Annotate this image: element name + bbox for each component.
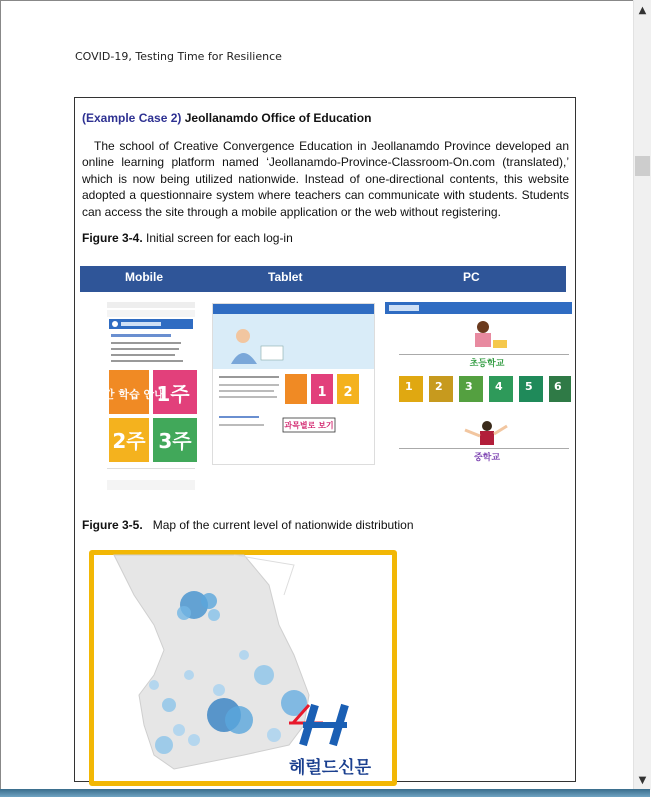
svg-text:1: 1 bbox=[317, 385, 327, 400]
watermark-text: 헤럴드신문 bbox=[288, 758, 372, 778]
case-label: (Example Case 2) bbox=[82, 111, 182, 125]
case-paragraph: The school of Creative Convergence Education in Jeollanamdo Province developed an online learning platform named ‘Jeollanamdo-Province-Classroom-On.com (translated),’ which is now being utilized nationwide. Instead of one-directional contents, this website adopted a questionnaire system where teachers can communicate with students. Students can access the site through a mobile application or the web without registering. bbox=[82, 139, 569, 219]
figure-3-5-number: Figure 3-5. bbox=[82, 518, 143, 532]
case-title-text: Jeollanamdo Office of Education bbox=[184, 111, 372, 125]
vertical-scrollbar[interactable] bbox=[633, 0, 651, 790]
pc-grade-2: 2 bbox=[435, 380, 443, 393]
figure-3-4-text: Initial screen for each log-in bbox=[146, 231, 293, 245]
bottom-taskbar-strip bbox=[0, 789, 650, 797]
mobile-block-label: 주간 학습 안내 bbox=[93, 388, 165, 401]
figure-3-4-number: Figure 3-4. bbox=[82, 231, 143, 245]
pc-middle-label: 중학교 bbox=[473, 453, 501, 463]
figure-3-5-text: Map of the current level of nationwide distribution bbox=[152, 518, 414, 532]
header-mobile: Mobile bbox=[125, 270, 163, 284]
pc-grade-3: 3 bbox=[465, 380, 473, 393]
pc-elementary-label: 초등학교 bbox=[469, 359, 505, 369]
figure-header-bar bbox=[80, 266, 566, 292]
pc-grade-4: 4 bbox=[495, 380, 503, 393]
example-case-box bbox=[74, 97, 576, 782]
figure-3-4-caption bbox=[82, 231, 293, 245]
mobile-week1: 1주 bbox=[156, 382, 190, 406]
watermark-logo bbox=[285, 701, 375, 781]
scroll-thumb[interactable] bbox=[635, 156, 650, 176]
watermark-mark-icon bbox=[285, 701, 375, 781]
pc-grade-1: 1 bbox=[405, 380, 413, 393]
mobile-week2: 2주 bbox=[112, 429, 146, 453]
mobile-week3: 3주 bbox=[158, 429, 192, 453]
mobile-screenshot bbox=[93, 298, 197, 493]
tablet-screenshot bbox=[212, 303, 375, 465]
pc-screenshot bbox=[385, 302, 572, 472]
svg-text:2: 2 bbox=[343, 385, 353, 400]
pc-grade-6: 6 bbox=[554, 380, 562, 393]
figure-3-5-caption bbox=[82, 518, 414, 532]
scroll-down-arrow-icon[interactable]: ▼ bbox=[638, 775, 647, 786]
running-header: COVID-19, Testing Time for Resilience bbox=[75, 50, 282, 63]
header-pc: PC bbox=[463, 270, 480, 284]
tablet-subject-button: 과목별로 보기 bbox=[284, 421, 334, 430]
case-title bbox=[82, 111, 371, 125]
pc-grade-5: 5 bbox=[525, 380, 533, 393]
header-tablet: Tablet bbox=[268, 270, 303, 284]
scroll-up-arrow-icon[interactable]: ▲ bbox=[638, 5, 647, 16]
